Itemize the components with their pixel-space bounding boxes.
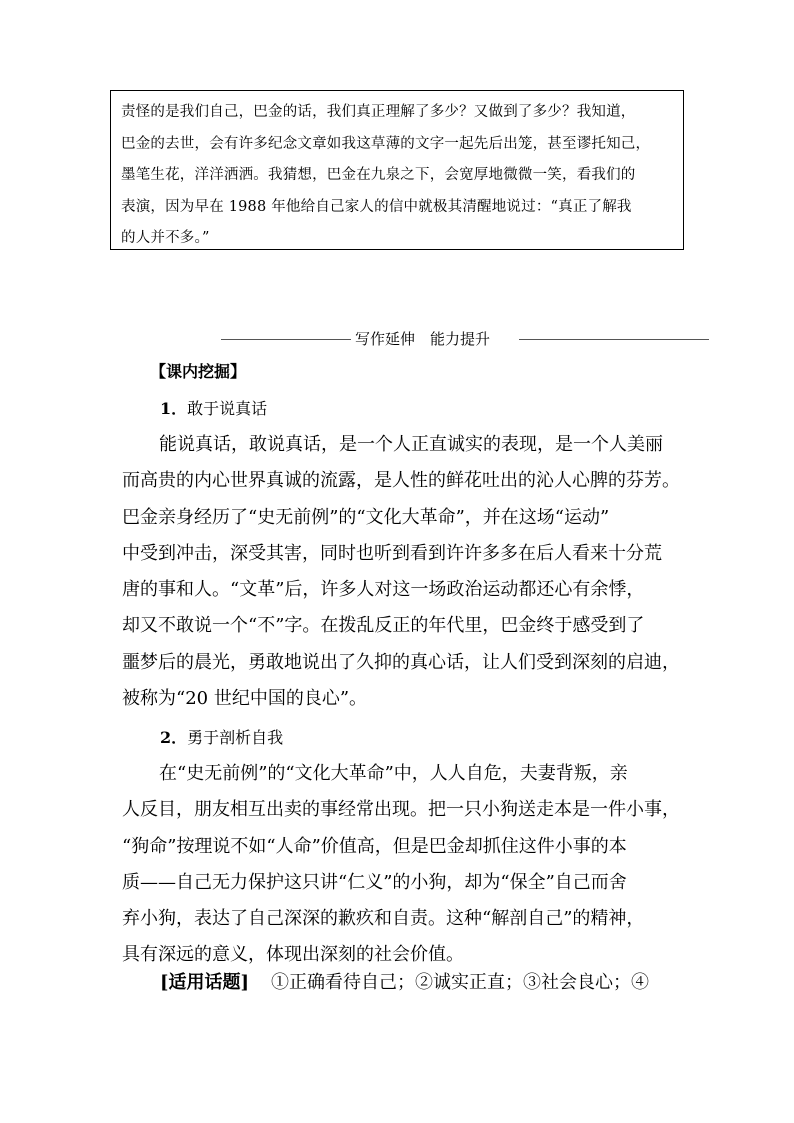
paragraph-line: 能说真话，敢说真话，是一个人正直诚实的表现，是一个人美丽 [159,434,663,455]
paragraph-line: 而高贵的内心世界真诚的流露，是人性的鲜花吐出的沁人心脾的芬芳。 [122,470,680,492]
paragraph-line: 在“史无前例”的“文化大革命”中，人人自危，夫妻背叛，亲 [159,763,628,784]
quote-line: 表演，因为早在 1988 年他给自己家人的信中就极其清醒地说过：“真正了解我 [121,198,632,215]
applicable-topics [160,968,649,994]
section-divider [221,326,709,352]
section-title: 写作延伸 能力提升 [355,330,491,348]
quote-line: 墨笔生花，洋洋洒洒。我猜想，巴金在九泉之下，会宽厚地微微一笑，看我们的 [121,167,636,183]
paragraph-line: 人反目，朋友相互出卖的事经常出现。把一只小狗送走本是一件小事， [122,799,680,821]
point-1-paragraph [122,427,694,717]
section-heading: 【课内挖掘】 [150,362,247,381]
paragraph-line: 却又不敢说一个“不”字。在拨乱反正的年代里，巴金终于感受到了 [122,615,645,637]
point-1-title: 敢于说真话 [187,399,268,418]
paragraph-line: 被称为“20 世纪中国的良心”。 [122,688,368,710]
point-1-number: 1． [160,399,188,418]
quote-line: 的人并不多。” [121,230,210,246]
paragraph-line: 噩梦后的晨光，勇敢地说出了久抑的真心话，让人们受到深刻的启迪， [122,651,680,673]
paragraph-line: 弃小狗，表达了自己深深的歉疚和自责。这种“解剖自己”的精神， [122,908,645,930]
paragraph-line: 质——自己无力保护这只讲“仁义”的小狗，却为“保全”自己而舍 [122,871,627,893]
paragraph-line: 唐的事和人。“文革”后，许多人对这一场政治运动都还心有余悸， [122,579,645,601]
paragraph-line: 巴金亲身经历了“史无前例”的“文化大革命”，并在这场“运动” [122,506,610,528]
point-2-heading [160,725,283,748]
point-1-heading [160,396,267,419]
paragraph-line: 具有深远的意义，体现出深刻的社会价值。 [122,944,464,966]
paragraph-line: “狗命”按理说不如“人命”价值高，但是巴金却抓住这件小事的本 [122,835,627,857]
quote-box [110,90,684,250]
point-2-number: 2． [160,728,188,747]
paragraph-line: 中受到冲击，深受其害，同时也听到看到许许多多在后人看来十分荒 [122,542,662,564]
point-2-title: 勇于剖析自我 [187,728,284,747]
divider-line-left [221,339,351,340]
quote-line: 巴金的去世，会有许多纪念文章如我这草薄的文字一起先后出笼，甚至谬托知己， [121,135,651,152]
point-2-paragraph [122,756,694,974]
quote-line: 责怪的是我们自己，巴金的话，我们真正理解了多少？又做到了多少？我知道， [121,104,636,120]
applicable-topics-tag: [适用话题] [160,972,250,993]
divider-line-right [519,339,709,340]
applicable-topics-text: ①正确看待自己；②诚实正直；③社会良心；④ [271,972,650,993]
